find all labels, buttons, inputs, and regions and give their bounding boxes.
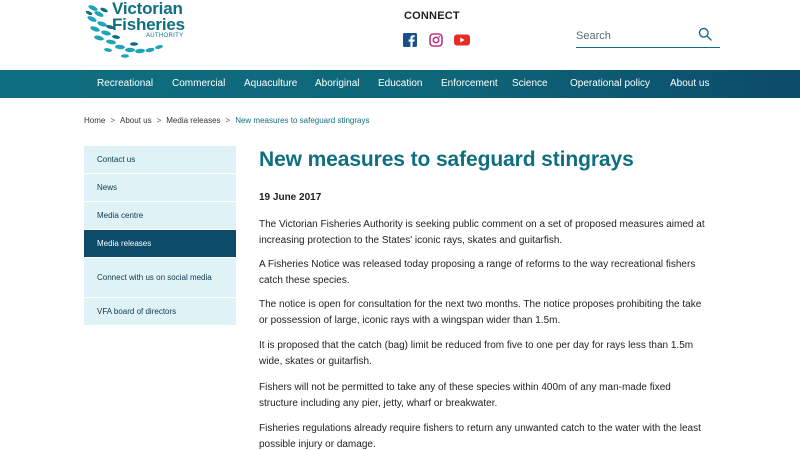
instagram-icon[interactable] — [429, 33, 443, 47]
breadcrumb — [84, 116, 369, 125]
main-navigation — [0, 70, 800, 98]
sidebar-item-connect-social-media[interactable]: Connect with us on social media — [84, 258, 236, 298]
logo-title-line1: Victorian — [112, 0, 183, 18]
youtube-icon[interactable] — [454, 33, 470, 47]
article-date: 19 June 2017 — [259, 192, 322, 203]
sidebar-item-news[interactable]: News — [84, 174, 236, 202]
article-paragraph: A Fisheries Notice was released today proposing a range of reforms to the way recreational fishers catch these species. — [259, 259, 696, 286]
connect-heading: CONNECT — [404, 10, 460, 22]
sidebar-item-contact-us[interactable]: Contact us — [84, 146, 236, 174]
breadcrumb-about-us[interactable]: About us — [120, 116, 152, 125]
page-title: New measures to safeguard stingrays — [259, 148, 634, 171]
article-paragraph: The Victorian Fisheries Authority is seeking public comment on a set of proposed measures aimed at increasing protection to the States' iconic rays, skates and guitarfish. — [259, 219, 705, 246]
nav-item-aquaculture[interactable]: Aquaculture — [244, 78, 298, 89]
article-paragraph: Fisheries regulations already require fishers to return any unwanted catch to the water with the least possible injury or damage. — [259, 423, 701, 450]
search-box — [576, 24, 720, 48]
breadcrumb-media-releases[interactable]: Media releases — [166, 116, 221, 125]
article-paragraph: It is proposed that the catch (bag) limit be reduced from five to one per day for rays less than 1.5m wide, skates or guitarfish. — [259, 340, 694, 367]
nav-item-science[interactable]: Science — [512, 78, 548, 89]
sidebar-nav — [84, 146, 236, 326]
sidebar-item-media-releases[interactable]: Media releases — [84, 230, 236, 258]
sidebar-item-media-centre[interactable]: Media centre — [84, 202, 236, 230]
logo-subtitle: AUTHORITY — [146, 33, 184, 39]
breadcrumb-current: New measures to safeguard stingrays — [235, 116, 370, 125]
article-paragraph: Fishers will not be permitted to take any of these species within 400m of any man-made fixed structure including any pier, jetty, wharf or breakwater. — [259, 382, 671, 409]
search-input[interactable] — [576, 28, 691, 44]
nav-item-about-us[interactable]: About us — [670, 78, 710, 89]
breadcrumb-separator: > — [110, 116, 116, 125]
article-paragraph: The notice is open for consultation for the next two months. The notice proposes prohibiting the take or possession of large, iconic rays with a wingspan wider than 1.5m. — [259, 299, 702, 326]
nav-item-enforcement[interactable]: Enforcement — [441, 78, 498, 89]
logo-title-line2: Fisheries — [112, 15, 185, 34]
nav-item-recreational[interactable]: Recreational — [97, 78, 154, 89]
breadcrumb-separator: > — [156, 116, 162, 125]
nav-item-commercial[interactable]: Commercial — [172, 78, 226, 89]
nav-item-education[interactable]: Education — [378, 78, 423, 89]
site-header — [0, 0, 800, 70]
breadcrumb-separator: > — [225, 116, 231, 125]
nav-item-aboriginal[interactable]: Aboriginal — [315, 78, 360, 89]
breadcrumb-home[interactable]: Home — [84, 116, 106, 125]
nav-item-operational-policy[interactable]: Operational policy — [570, 78, 651, 89]
search-icon[interactable] — [698, 27, 712, 41]
facebook-icon[interactable] — [403, 33, 417, 47]
sidebar-item-vfa-board[interactable]: VFA board of directors — [84, 298, 236, 326]
